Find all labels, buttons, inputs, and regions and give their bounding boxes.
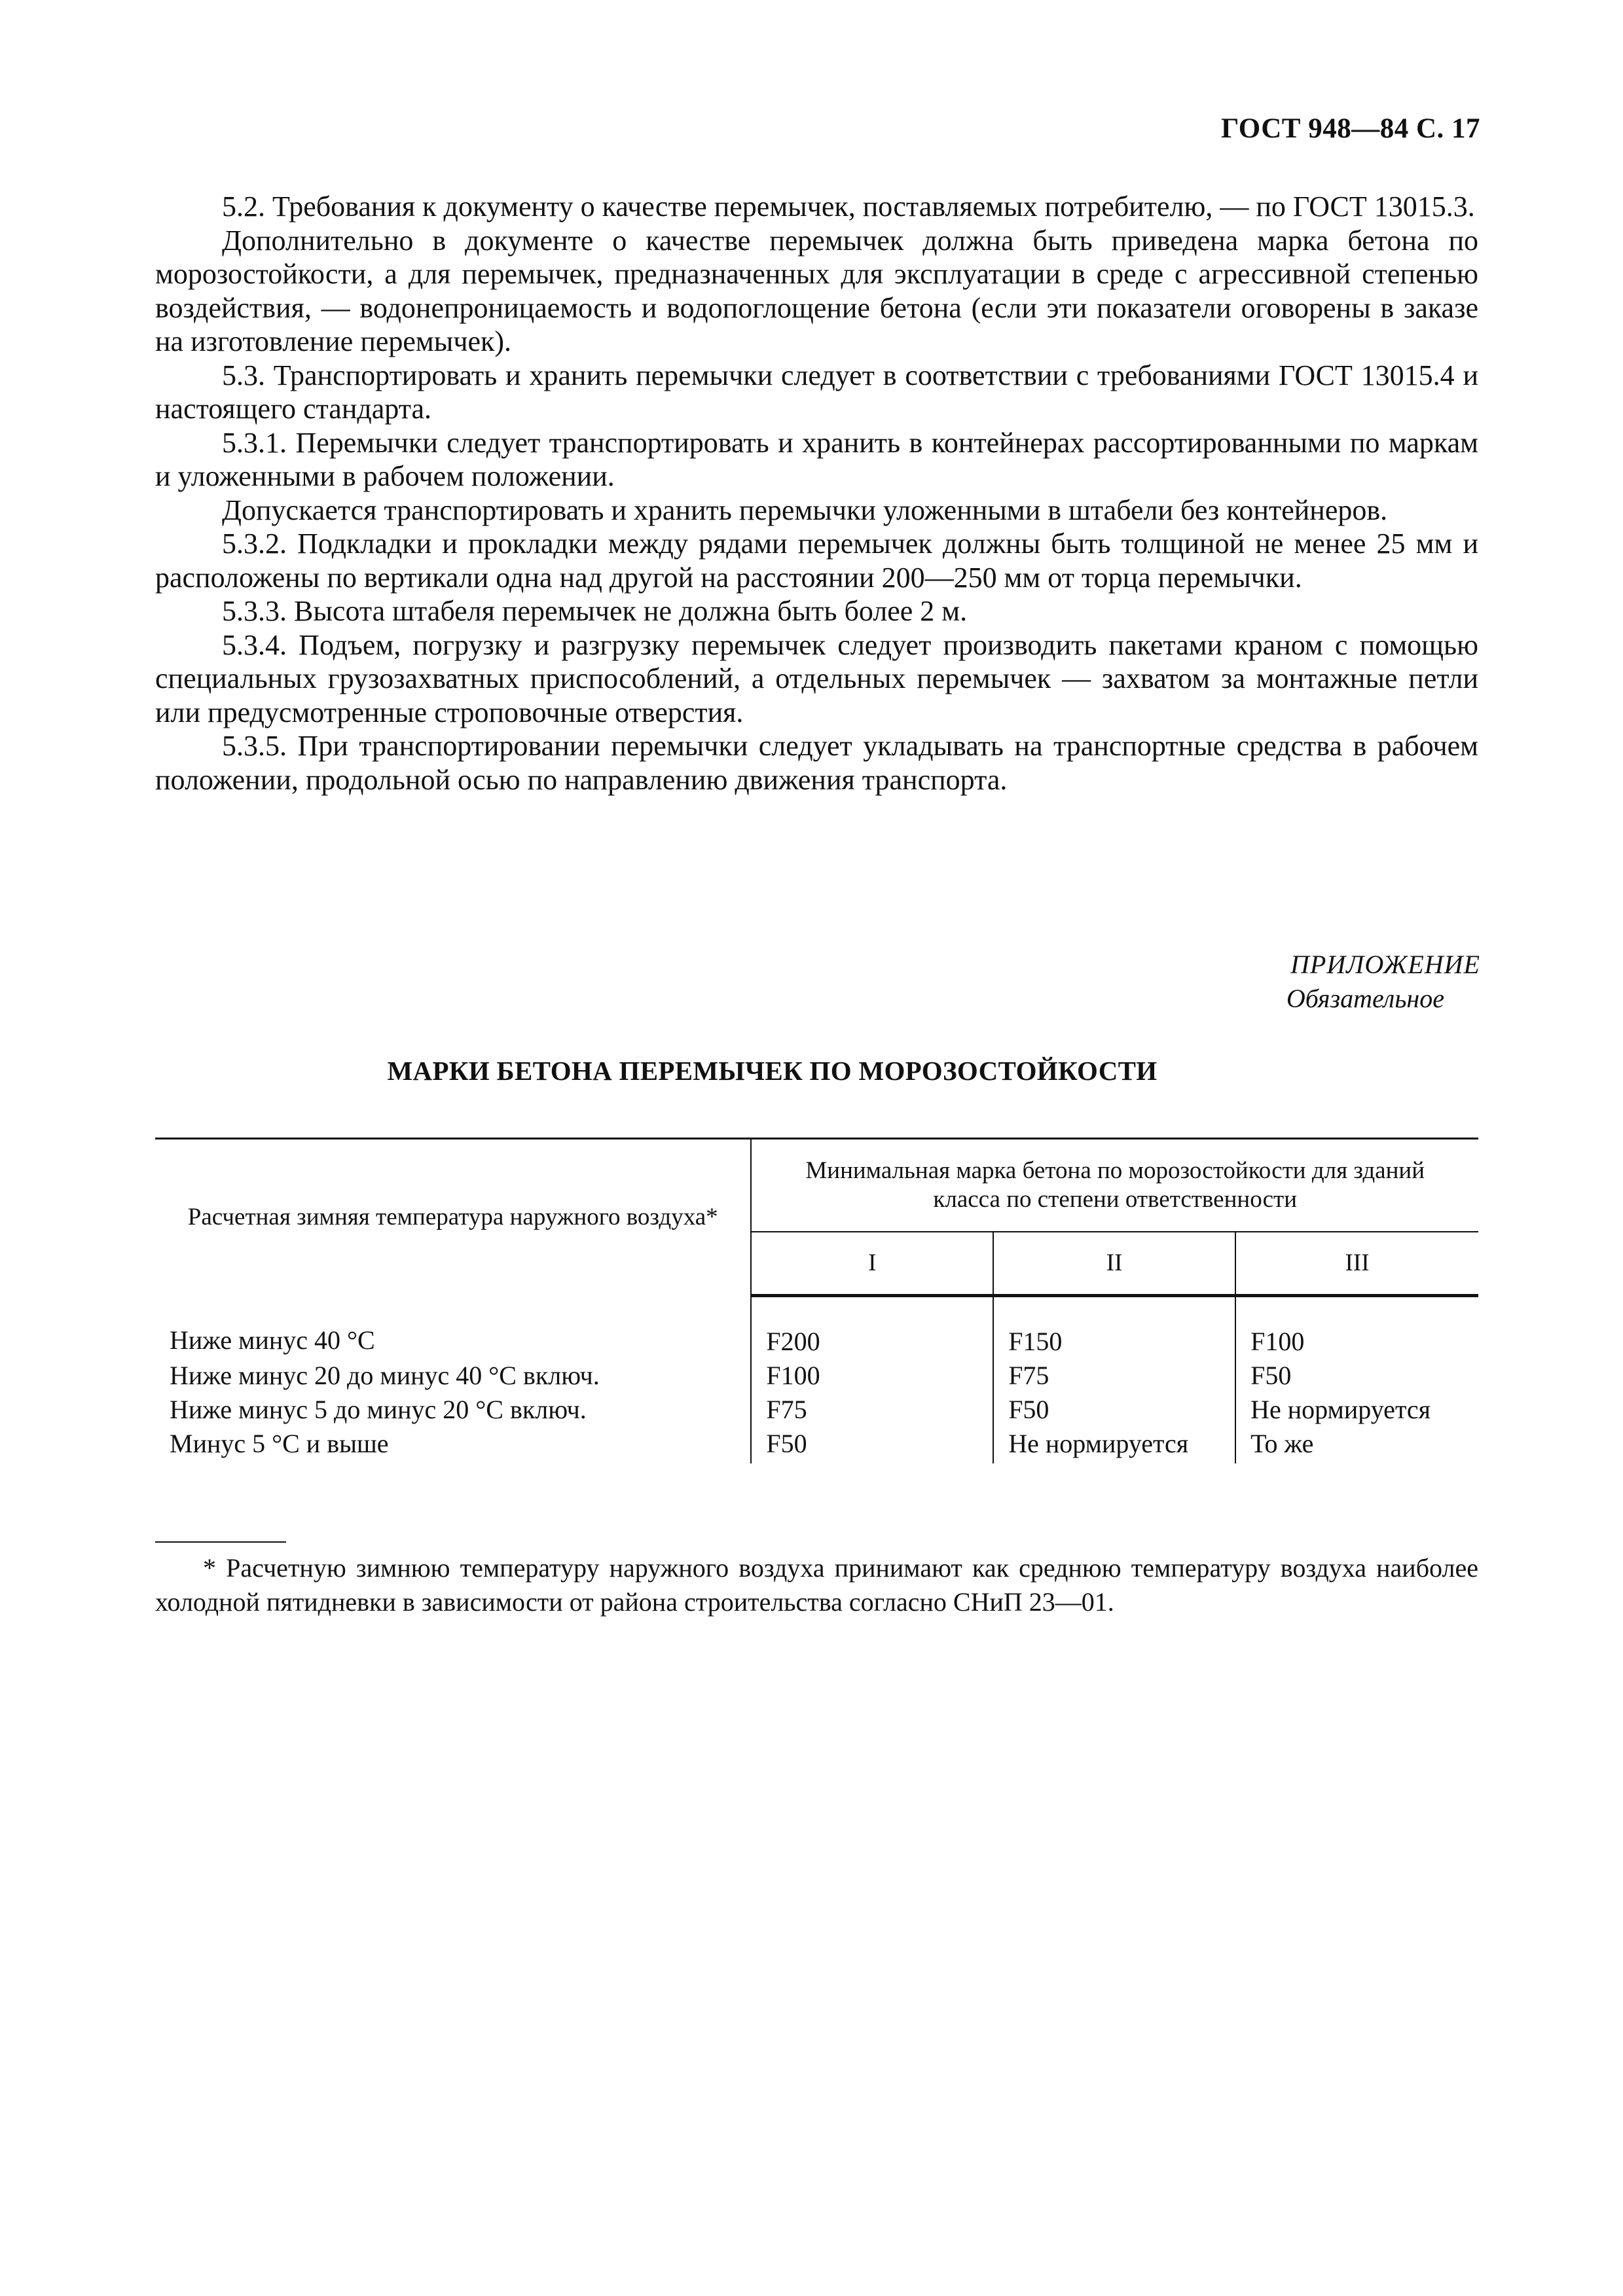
- cell-class-1: F75: [751, 1393, 993, 1427]
- header-class-1: I: [751, 1232, 993, 1296]
- cell-class-1: F100: [751, 1359, 993, 1393]
- header-class-3: III: [1235, 1232, 1478, 1296]
- header-class-group: Минимальная марка бетона по морозостойкости для зданий класса по степени ответственности: [751, 1139, 1478, 1232]
- footnote-divider: [155, 1541, 286, 1543]
- paragraph: Допускается транспортировать и хранить перемычки уложенными в штабели без контейнеров.: [222, 493, 1388, 526]
- frost-resistance-table: [155, 1138, 1478, 1463]
- cell-temperature: Минус 5 °С и выше: [155, 1427, 751, 1463]
- header-class-2: II: [993, 1232, 1235, 1296]
- header-temperature: Расчетная зимняя температура наружного воздуха*: [155, 1139, 751, 1296]
- cell-class-2: F150: [993, 1296, 1235, 1359]
- table-row: [155, 1359, 1478, 1393]
- appendix-kind: Обязательное: [1286, 984, 1444, 1013]
- paragraph: 5.2. Требования к документу о качестве перемычек, поставляемых потребителю, — по ГОСТ 13015.3.: [222, 190, 1475, 223]
- body-text: [155, 190, 1478, 797]
- appendix-label: ПРИЛОЖЕНИЕ: [1290, 950, 1480, 979]
- table-title: [0, 1055, 1623, 1086]
- paragraph: 5.3.3. Высота штабеля перемычек не должна быть более 2 м.: [222, 595, 968, 627]
- cell-class-2: Не нормируется: [993, 1427, 1235, 1463]
- cell-class-2: F75: [993, 1359, 1235, 1393]
- cell-class-3: F100: [1250, 1327, 1305, 1356]
- table-row: [155, 1427, 1478, 1463]
- appendix-heading: [1153, 948, 1480, 1016]
- paragraph: 5.3.2. Подкладки и прокладки между рядами перемычек должны быть толщиной не менее 25 мм и расположены по вертикали одна над другой на расстоянии 200—250 мм от торца перемычки.: [155, 528, 1478, 594]
- cell-class-1: F200: [751, 1296, 993, 1359]
- paragraph: Дополнительно в документе о качестве перемычек должна быть приведена марка бетона по морозостойкости, а для перемычек, предназначенных для эксплуатации в среде с агрессивной степенью воздействия, — водонепроницаемость и водопоглощение бетона (если эти показатели оговорены в заказе на изготовление перемычек).: [155, 224, 1478, 357]
- table-row: [155, 1393, 1478, 1427]
- paragraph: 5.3. Транспортировать и хранить перемычки следует в соответствии с требованиями ГОСТ 13015.4 и настоящего стандарта.: [155, 359, 1478, 425]
- paragraph: 5.3.1. Перемычки следует транспортировать и хранить в контейнерах рассортированными по маркам и уложенными в рабочем положении.: [155, 426, 1478, 492]
- footnote: * Расчетную зимнюю температуру наружного воздуха принимают как среднюю температуру воздуха наиболее холодной пятидневки в зависимости от района строительства согласно СНиП 23—01.: [155, 1553, 1478, 1617]
- cell-class-3: F50: [1250, 1361, 1292, 1390]
- table-title-text: МАРКИ БЕТОНА ПЕРЕМЫЧЕК ПО МОРОЗОСТОЙКОСТИ: [387, 1056, 1158, 1086]
- cell-temperature: Ниже минус 5 до минус 20 °С включ.: [155, 1393, 751, 1427]
- table-row: [155, 1296, 1478, 1359]
- cell-class-1: F50: [751, 1427, 993, 1463]
- cell-temperature: Ниже минус 20 до минус 40 °С включ.: [155, 1359, 751, 1393]
- page-header: ГОСТ 948—84 С. 17: [1220, 113, 1480, 144]
- paragraph: 5.3.5. При транспортировании перемычки следует укладывать на транспортные средства в рабочем положении, продольной осью по направлению движения транспорта.: [155, 730, 1478, 796]
- paragraph: 5.3.4. Подъем, погрузку и разгрузку перемычек следует производить пакетами краном с помощью специальных грузозахватных приспособлений, а отдельных перемычек — захватом за монтажные петли или предусмотренные строповочные отверстия.: [155, 628, 1478, 728]
- cell-class-3: Не нормируется: [1250, 1395, 1431, 1424]
- cell-class-3: То же: [1250, 1429, 1314, 1458]
- cell-class-2: F50: [993, 1393, 1235, 1427]
- cell-temperature: Ниже минус 40 °С: [155, 1296, 751, 1359]
